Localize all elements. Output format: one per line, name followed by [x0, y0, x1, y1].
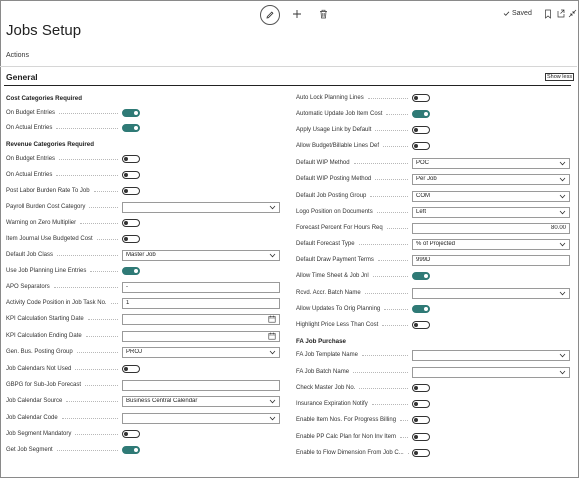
chevron-down-icon	[558, 240, 566, 248]
group-revenue-categories: Revenue Categories Required	[6, 141, 95, 148]
plus-icon	[292, 9, 302, 19]
edit-pencil-button[interactable]	[260, 5, 280, 25]
allow-updates-toggle[interactable]	[412, 305, 430, 313]
gbpg-input[interactable]	[122, 380, 280, 391]
kpi-start-date-input[interactable]	[122, 314, 280, 325]
post-labor-row	[6, 185, 280, 197]
rcvd-accr-label: Rcvd. Accr. Batch Name	[296, 290, 361, 296]
check-master-label: Check Master Job No.	[296, 385, 356, 391]
group-fa-job-purchase: FA Job Purchase	[296, 338, 346, 345]
apply-usage-label: Apply Usage Link by Default	[296, 127, 372, 133]
chevron-down-icon	[558, 192, 566, 200]
saved-label: Saved	[512, 10, 532, 17]
payroll-burden-select[interactable]	[122, 202, 280, 213]
allow-budget-row	[296, 140, 570, 152]
item-journal-row	[6, 233, 280, 245]
gen-bus-select[interactable]: PROJ	[122, 347, 280, 358]
on-budget-entries-label: On Budget Entries	[6, 110, 56, 116]
default-wip-posting-row	[296, 173, 570, 185]
chevron-down-icon	[558, 159, 566, 167]
highlight-price-row	[296, 319, 570, 331]
default-draw-input[interactable]: 999D	[412, 255, 570, 266]
fa-batch-select[interactable]	[412, 367, 570, 378]
apply-usage-toggle[interactable]	[412, 126, 430, 134]
job-cal-not-used-label: Job Calendars Not Used	[6, 366, 72, 372]
saved-indicator	[503, 10, 532, 17]
default-job-posting-label: Default Job Posting Group	[296, 193, 367, 199]
activity-code-input[interactable]: 1	[122, 298, 280, 309]
gbpg-row	[6, 379, 280, 391]
rev-on-budget-entries-toggle[interactable]	[122, 155, 140, 163]
apo-separators-input[interactable]: -	[122, 282, 280, 293]
default-wip-method-row	[296, 157, 570, 169]
open-external-icon	[557, 9, 565, 18]
enable-pp-label: Enable PP Calc Plan for Non Inv Item	[296, 434, 396, 440]
insurance-exp-toggle[interactable]	[412, 400, 430, 408]
job-segment-mandatory-row	[6, 428, 280, 440]
payroll-burden-label: Payroll Burden Cost Category	[6, 204, 86, 210]
job-cal-code-label: Job Calendar Code	[6, 415, 58, 421]
fa-batch-label: FA Job Batch Name	[296, 369, 350, 375]
allow-updates-row	[296, 303, 570, 315]
item-journal-toggle[interactable]	[122, 235, 140, 243]
get-job-segment-label: Get Job Segment	[6, 447, 53, 453]
allow-time-sheet-label: Allow Time Sheet & Job Jnl	[296, 273, 369, 279]
fa-template-row	[296, 349, 570, 361]
kpi-end-row	[6, 330, 280, 342]
job-cal-code-select[interactable]	[122, 413, 280, 424]
chevron-down-icon	[268, 348, 276, 356]
enable-item-nos-row	[296, 414, 570, 426]
default-draw-label: Default Draw Payment Terms	[296, 257, 374, 263]
payroll-burden-row	[6, 201, 280, 213]
apo-separators-label: APO Separators	[6, 284, 50, 290]
header-divider	[0, 66, 577, 67]
rev-on-budget-entries-label: On Budget Entries	[6, 156, 56, 162]
rev-on-actual-entries-toggle[interactable]	[122, 171, 140, 179]
job-cal-source-label: Job Calendar Source	[6, 398, 63, 404]
show-less-button[interactable]: Show less	[547, 74, 573, 80]
kpi-end-date-input[interactable]	[122, 331, 280, 342]
job-cal-source-row	[6, 395, 280, 407]
on-budget-entries-row	[6, 107, 280, 119]
page-title: Jobs Setup	[6, 22, 82, 39]
enable-pp-row	[296, 431, 570, 443]
rcvd-accr-select[interactable]	[412, 288, 570, 299]
auto-update-toggle[interactable]	[412, 110, 430, 118]
check-master-toggle[interactable]	[412, 384, 430, 392]
post-labor-label: Post Labor Burden Rate To Job	[6, 188, 90, 194]
auto-update-label: Automatic Update Job Item Cost	[296, 111, 383, 117]
job-segment-mandatory-toggle[interactable]	[122, 430, 140, 438]
default-draw-row	[296, 254, 570, 266]
collapse-arrows-icon	[568, 9, 577, 18]
forecast-percent-input[interactable]: 80.00	[412, 223, 570, 234]
on-actual-entries-row	[6, 122, 280, 134]
default-wip-posting-select[interactable]: Per Job	[412, 174, 570, 185]
warning-zero-label: Warning on Zero Multiplier	[6, 220, 77, 226]
post-labor-toggle[interactable]	[122, 187, 140, 195]
get-job-segment-row	[6, 444, 280, 456]
job-cal-not-used-row	[6, 363, 280, 375]
allow-updates-label: Allow Updates To Orig Planning	[296, 306, 381, 312]
chevron-down-icon	[558, 351, 566, 359]
allow-time-sheet-row	[296, 270, 570, 282]
group-cost-categories: Cost Categories Required	[6, 95, 82, 102]
insurance-exp-label: Insurance Expiration Notify	[296, 401, 368, 407]
chevron-down-icon	[558, 175, 566, 183]
on-budget-entries-toggle[interactable]	[122, 109, 140, 117]
default-wip-posting-label: Default WIP Posting Method	[296, 176, 372, 182]
use-job-planning-row	[6, 265, 280, 277]
highlight-price-toggle[interactable]	[412, 321, 430, 329]
pencil-icon	[265, 10, 275, 20]
use-job-planning-toggle[interactable]	[122, 267, 140, 275]
chevron-down-icon	[558, 208, 566, 216]
rev-on-actual-entries-row	[6, 169, 280, 181]
fa-batch-row	[296, 366, 570, 378]
chevron-down-icon	[268, 203, 276, 211]
chevron-down-icon	[558, 368, 566, 376]
insurance-exp-row	[296, 398, 570, 410]
auto-update-row	[296, 108, 570, 120]
apply-usage-row	[296, 124, 570, 136]
activity-code-label: Activity Code Position in Job Task No.	[6, 300, 107, 306]
kpi-start-row	[6, 313, 280, 325]
job-cal-not-used-toggle[interactable]	[122, 365, 140, 373]
default-forecast-type-select[interactable]: % of Projected	[412, 239, 570, 250]
default-job-posting-select[interactable]: COM	[412, 191, 570, 202]
kpi-end-label: KPI Calculation Ending Date	[6, 333, 82, 339]
forecast-percent-row	[296, 222, 570, 234]
logo-position-label: Logo Position on Documents	[296, 209, 373, 215]
enable-pp-toggle[interactable]	[412, 433, 430, 441]
bookmark-button[interactable]	[544, 9, 552, 19]
get-job-segment-toggle[interactable]	[122, 446, 140, 454]
auto-lock-label: Auto Lock Planning Lines	[296, 95, 364, 101]
auto-lock-row	[296, 92, 570, 104]
allow-time-sheet-toggle[interactable]	[412, 272, 430, 280]
fa-template-label: FA Job Template Name	[296, 352, 358, 358]
warning-zero-toggle[interactable]	[122, 219, 140, 227]
on-actual-entries-label: On Actual Entries	[6, 125, 53, 131]
logo-position-select[interactable]: Left	[412, 207, 570, 218]
default-wip-method-select[interactable]: POC	[412, 158, 570, 169]
default-forecast-type-label: Default Forecast Type	[296, 241, 355, 247]
open-new-window-button[interactable]	[557, 9, 565, 18]
check-icon	[503, 10, 510, 17]
actions-menu[interactable]: Actions	[6, 52, 29, 59]
chevron-down-icon	[558, 289, 566, 297]
rev-on-actual-entries-label: On Actual Entries	[6, 172, 53, 178]
add-button[interactable]	[292, 9, 302, 19]
gen-bus-label: Gen. Bus. Posting Group	[6, 349, 73, 355]
check-master-row	[296, 382, 570, 394]
default-wip-method-label: Default WIP Method	[296, 160, 350, 166]
allow-budget-label: Allow Budget/Billable Lines Def	[296, 143, 380, 149]
apo-separators-row	[6, 281, 280, 293]
logo-position-row	[296, 206, 570, 218]
enable-flow-row	[296, 447, 570, 459]
job-segment-mandatory-label: Job Segment Mandatory	[6, 431, 72, 437]
default-job-posting-row	[296, 190, 570, 202]
calendar-icon[interactable]	[268, 315, 276, 323]
kpi-start-label: KPI Calculation Starting Date	[6, 316, 84, 322]
warning-zero-row	[6, 217, 280, 229]
gen-bus-row	[6, 346, 280, 358]
on-actual-entries-toggle[interactable]	[122, 124, 140, 132]
fa-template-select[interactable]	[412, 350, 570, 361]
job-cal-source-select[interactable]: Business Central Calendar	[122, 396, 280, 407]
use-job-planning-label: Use Job Planning Line Entries	[6, 268, 87, 274]
section-divider	[4, 85, 571, 86]
gbpg-label: GBPG for Sub-Job Forecast	[6, 382, 82, 388]
enable-item-nos-label: Enable Item Nos. For Progress Billing	[296, 417, 397, 423]
highlight-price-label: Highlight Price Less Than Cost	[296, 322, 379, 328]
forecast-percent-label: Forecast Percent For Hours Req	[296, 225, 383, 231]
chevron-down-icon	[268, 397, 276, 405]
bookmark-icon	[544, 9, 552, 19]
enable-flow-toggle[interactable]	[412, 449, 430, 457]
delete-button[interactable]	[319, 9, 328, 19]
rev-on-budget-entries-row	[6, 153, 280, 165]
section-title-general[interactable]: General	[6, 72, 38, 82]
chevron-down-icon	[268, 251, 276, 259]
allow-budget-toggle[interactable]	[412, 142, 430, 150]
default-forecast-type-row	[296, 238, 570, 250]
rcvd-accr-row	[296, 287, 570, 299]
default-job-class-select[interactable]: Master Job	[122, 250, 280, 261]
collapse-button[interactable]	[568, 9, 577, 18]
enable-flow-label: Enable to Flow Dimension From Job C...	[296, 450, 404, 456]
auto-lock-toggle[interactable]	[412, 94, 430, 102]
job-cal-code-row	[6, 412, 280, 424]
enable-item-nos-toggle[interactable]	[412, 416, 430, 424]
trash-icon	[319, 9, 328, 19]
activity-code-row	[6, 297, 280, 309]
top-toolbar	[0, 0, 579, 30]
default-job-class-row	[6, 249, 280, 261]
default-job-class-label: Default Job Class	[6, 252, 54, 258]
chevron-down-icon	[268, 414, 276, 422]
calendar-icon[interactable]	[268, 332, 276, 340]
item-journal-label: Item Journal Use Budgeted Cost	[6, 236, 93, 242]
